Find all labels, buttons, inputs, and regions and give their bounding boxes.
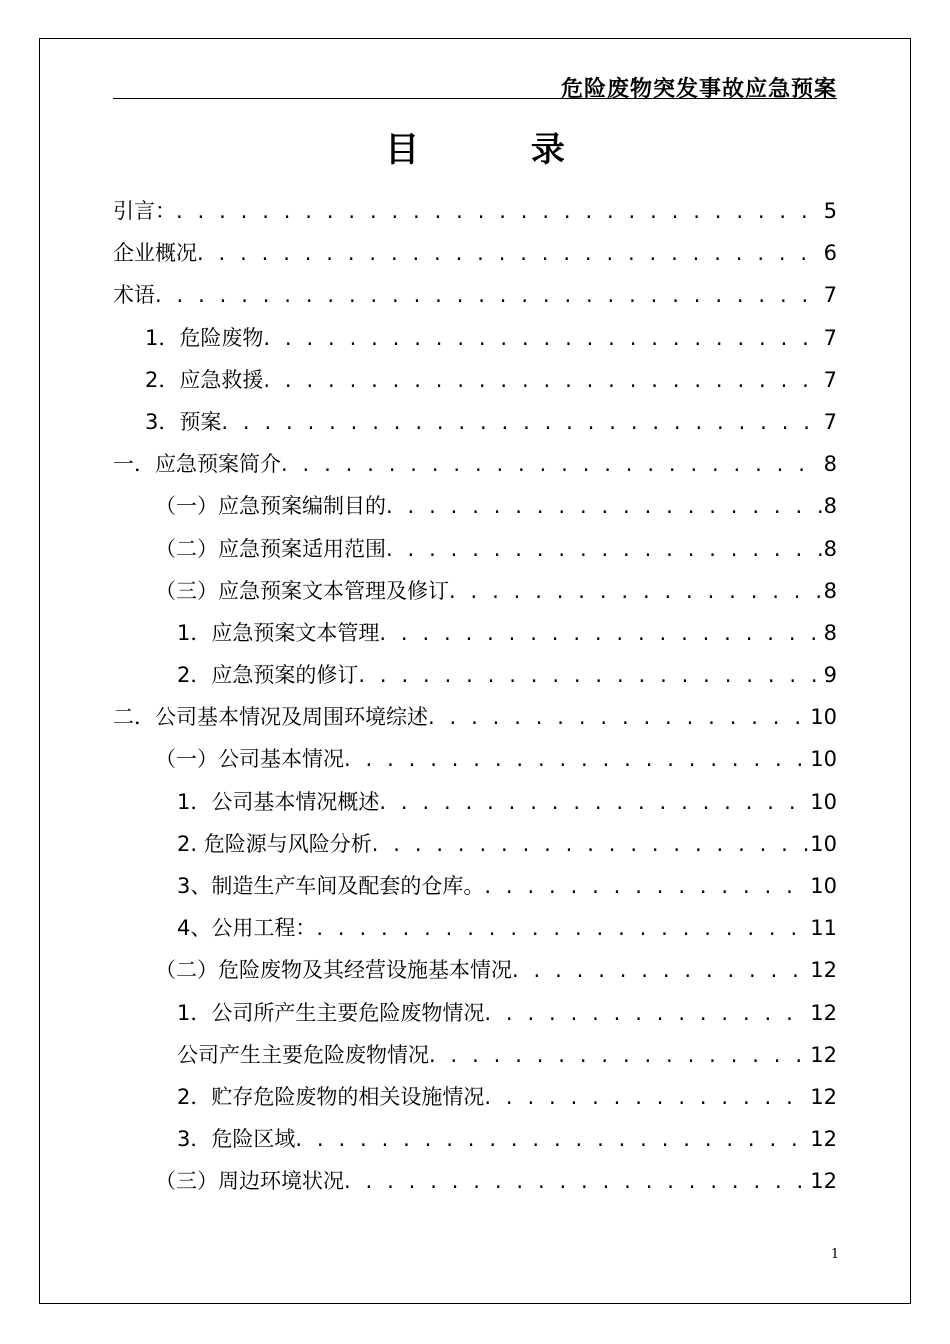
toc-entry-page-number: 8: [823, 452, 837, 477]
toc-entry-page-number: 7: [823, 283, 837, 308]
toc-entry[interactable]: [113, 865, 837, 907]
toc-entry[interactable]: [113, 570, 837, 612]
dot-leader: [221, 401, 821, 443]
dot-leader: [379, 612, 821, 654]
toc-entry-page-number: 7: [823, 409, 837, 434]
dot-leader: [386, 528, 822, 570]
dot-leader: [428, 696, 808, 738]
toc-entry[interactable]: [113, 443, 837, 485]
toc-entry-text: 1．公司基本情况概述: [177, 789, 380, 814]
toc-entry[interactable]: [113, 1160, 837, 1202]
dot-leader: [512, 949, 808, 991]
toc-title: 目 录: [385, 130, 615, 170]
toc-entry[interactable]: [113, 696, 837, 738]
dot-leader: [344, 1160, 808, 1202]
dot-leader: [281, 443, 822, 485]
dot-leader: [372, 823, 809, 865]
toc-entry-text: （二）危险废物及其经营设施基本情况: [155, 958, 512, 983]
toc-entry[interactable]: [113, 274, 837, 316]
dot-leader: [344, 738, 808, 780]
header-divider: [113, 98, 837, 99]
dot-leader: [316, 907, 808, 949]
toc-entry-text: 公司产生主要危险废物情况: [177, 1042, 429, 1067]
toc-entry[interactable]: [113, 823, 837, 865]
toc-entry-text: 引言：: [113, 199, 176, 223]
toc-entry-page-number: 8: [823, 620, 837, 645]
toc-entry-page-number: 5: [823, 199, 837, 223]
toc-entry[interactable]: [113, 359, 837, 401]
dot-leader: [358, 654, 821, 696]
dot-leader: [295, 1118, 808, 1160]
toc-entry-page-number: 11: [810, 916, 837, 941]
toc-entry-page-number: 10: [810, 874, 837, 898]
toc-entry-text: （三）应急预案文本管理及修订: [155, 578, 449, 603]
dot-leader: [449, 570, 822, 612]
dot-leader: [484, 1076, 808, 1118]
dot-leader: [484, 865, 808, 907]
toc-entry-text: （三）周边环境状况: [155, 1169, 344, 1194]
toc-entry-page-number: 8: [823, 494, 837, 519]
toc-entry[interactable]: [113, 190, 837, 232]
toc-entry[interactable]: [113, 232, 837, 274]
toc-entry-text: （二）应急预案适用范围: [155, 536, 386, 561]
toc-entry-page-number: 10: [810, 789, 837, 814]
table-of-contents: [113, 190, 837, 1203]
toc-entry[interactable]: [113, 612, 837, 654]
dot-leader: [197, 232, 822, 274]
toc-entry-page-number: 12: [810, 1084, 837, 1109]
toc-entry-page-number: 10: [810, 705, 837, 730]
toc-entry-text: 1．公司所产生主要危险废物情况: [177, 1000, 485, 1025]
toc-entry-text: 4、公用工程：: [177, 916, 317, 941]
toc-entry-text: 1．危险废物: [145, 325, 264, 350]
document-header-title: 危险废物突发事故应急预案: [560, 77, 837, 102]
toc-entry-text: 3．危险区域: [177, 1127, 296, 1152]
toc-entry-text: 术语: [113, 283, 155, 308]
toc-entry-text: 3、制造生产车间及配套的仓库。: [177, 874, 485, 898]
toc-entry-text: （一）应急预案编制目的: [155, 494, 386, 519]
toc-entry-page-number: 12: [810, 1127, 837, 1152]
dot-leader: [155, 274, 822, 316]
toc-entry[interactable]: [113, 485, 837, 527]
toc-entry-page-number: 12: [810, 958, 837, 983]
toc-entry[interactable]: [113, 401, 837, 443]
toc-entry-text: （一）公司基本情况: [155, 747, 344, 772]
toc-entry[interactable]: [113, 907, 837, 949]
toc-entry-text: 二．公司基本情况及周围环境综述: [113, 705, 428, 730]
toc-entry[interactable]: [113, 781, 837, 823]
page-number: 1: [830, 1247, 840, 1262]
dot-leader: [263, 317, 821, 359]
dot-leader: [484, 992, 808, 1034]
toc-entry[interactable]: [113, 949, 837, 991]
toc-entry[interactable]: [113, 992, 837, 1034]
toc-entry[interactable]: [113, 1034, 837, 1076]
toc-entry-page-number: 12: [810, 1000, 837, 1025]
toc-entry-page-number: 8: [823, 536, 837, 561]
toc-entry[interactable]: [113, 528, 837, 570]
toc-entry[interactable]: [113, 1076, 837, 1118]
toc-entry-text: 2. 危险源与风险分析: [177, 831, 372, 856]
dot-leader: [386, 485, 822, 527]
toc-entry[interactable]: [113, 654, 837, 696]
toc-entry-page-number: 12: [810, 1042, 837, 1067]
toc-entry-text: 2．贮存危险废物的相关设施情况: [177, 1084, 485, 1109]
toc-entry[interactable]: [113, 1118, 837, 1160]
toc-entry-text: 3．预案: [145, 409, 222, 434]
toc-entry-page-number: 10: [810, 831, 837, 856]
toc-entry-page-number: 7: [823, 367, 837, 392]
dot-leader: [263, 359, 821, 401]
toc-entry-page-number: 6: [823, 241, 837, 266]
dot-leader: [429, 1034, 808, 1076]
toc-entry-text: 2．应急预案的修订: [177, 663, 359, 688]
toc-entry-text: 1．应急预案文本管理: [177, 620, 380, 645]
toc-entry[interactable]: [113, 738, 837, 780]
toc-entry[interactable]: [113, 317, 837, 359]
toc-entry-text: 2．应急救援: [145, 367, 264, 392]
dot-leader: [176, 190, 822, 232]
toc-entry-text: 一．应急预案简介: [113, 452, 281, 477]
toc-entry-page-number: 8: [823, 578, 837, 603]
toc-entry-text: 企业概况: [113, 241, 197, 266]
toc-entry-page-number: 7: [823, 325, 837, 350]
toc-entry-page-number: 10: [810, 747, 837, 772]
dot-leader: [379, 781, 808, 823]
toc-entry-page-number: 12: [810, 1169, 837, 1194]
toc-entry-page-number: 9: [823, 663, 837, 688]
